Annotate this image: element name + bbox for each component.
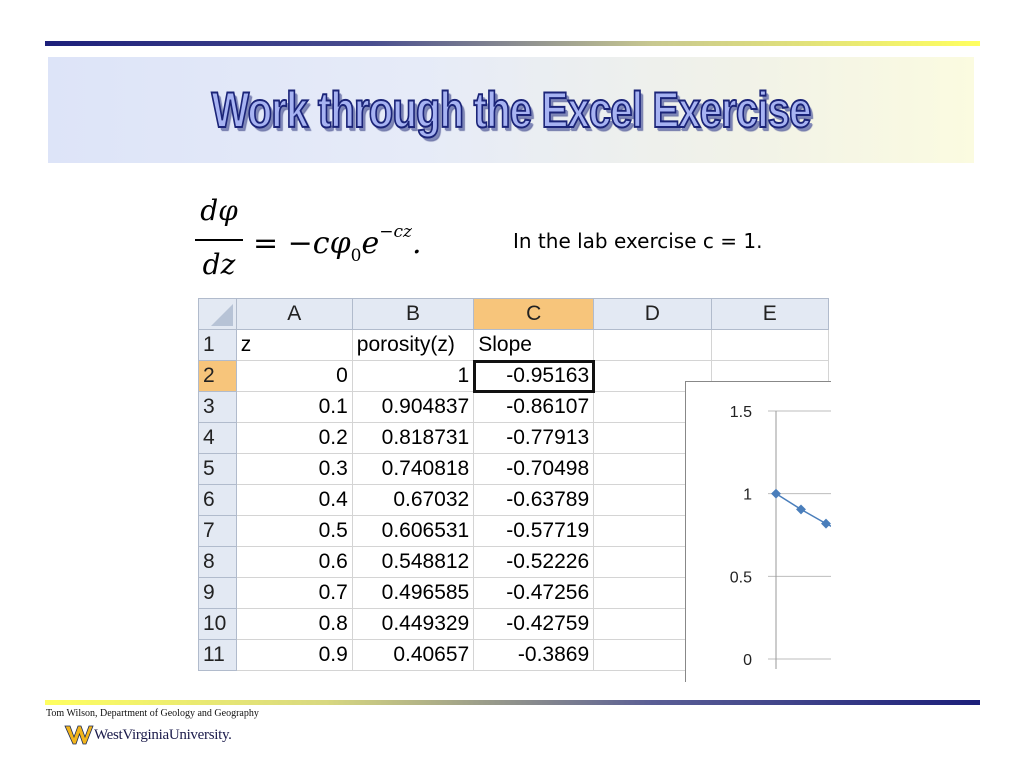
column-header-c[interactable]: C bbox=[474, 299, 594, 330]
chart-y-tick-label: 0 bbox=[743, 652, 752, 669]
row-header[interactable]: 10 bbox=[199, 609, 237, 640]
column-header-a[interactable]: A bbox=[236, 299, 352, 330]
footer-credit: Tom Wilson, Department of Geology and Geography bbox=[46, 708, 259, 719]
column-header-row bbox=[199, 299, 829, 330]
spreadsheet-row bbox=[199, 330, 829, 361]
cell[interactable] bbox=[711, 330, 828, 361]
cell[interactable]: 0.496585 bbox=[352, 578, 473, 609]
equation-rhs bbox=[253, 222, 422, 266]
column-header-e[interactable]: E bbox=[711, 299, 828, 330]
cell[interactable]: 0.5 bbox=[236, 516, 352, 547]
row-header[interactable]: 6 bbox=[199, 485, 237, 516]
row-header[interactable]: 3 bbox=[199, 392, 237, 423]
row-header[interactable]: 4 bbox=[199, 423, 237, 454]
row-header[interactable]: 1 bbox=[199, 330, 237, 361]
column-header-d[interactable]: D bbox=[594, 299, 711, 330]
cell[interactable]: 0 bbox=[236, 361, 352, 392]
chart-y-tick-label: 1 bbox=[743, 486, 752, 504]
cell[interactable]: -0.57719 bbox=[474, 516, 594, 547]
bottom-rule bbox=[45, 700, 980, 705]
cell[interactable]: 0.740818 bbox=[352, 454, 473, 485]
equation-rhs-base: e bbox=[361, 226, 380, 261]
row-header[interactable]: 7 bbox=[199, 516, 237, 547]
row-header[interactable]: 5 bbox=[199, 454, 237, 485]
cell[interactable]: -0.3869 bbox=[474, 640, 594, 671]
chart-data-point bbox=[771, 489, 781, 499]
equation-rhs-exponent: −cz bbox=[379, 222, 412, 242]
cell[interactable]: 1 bbox=[352, 361, 473, 392]
cell[interactable]: 0.2 bbox=[236, 423, 352, 454]
chart-y-tick-label: 1.5 bbox=[729, 404, 752, 421]
cell[interactable]: 0.449329 bbox=[352, 609, 473, 640]
cell[interactable]: -0.86107 bbox=[474, 392, 594, 423]
slide-title: Work through the Excel Exercise bbox=[211, 82, 811, 138]
equation-rhs-main: = −cφ bbox=[253, 226, 351, 261]
cell[interactable] bbox=[594, 330, 711, 361]
row-header[interactable]: 9 bbox=[199, 578, 237, 609]
equation-denominator: dz bbox=[202, 248, 236, 281]
cell[interactable]: 0.818731 bbox=[352, 423, 473, 454]
cell[interactable]: 0.904837 bbox=[352, 392, 473, 423]
cell[interactable]: -0.77913 bbox=[474, 423, 594, 454]
lab-note: In the lab exercise c = 1. bbox=[513, 229, 763, 253]
cell[interactable]: 0.3 bbox=[236, 454, 352, 485]
wvu-flying-wv-icon bbox=[64, 723, 94, 747]
row-header[interactable]: 8 bbox=[199, 547, 237, 578]
equation-numerator: dφ bbox=[200, 194, 238, 227]
row-header[interactable]: 11 bbox=[199, 640, 237, 671]
cell[interactable]: porosity(z) bbox=[352, 330, 473, 361]
cell[interactable]: 0.67032 bbox=[352, 485, 473, 516]
title-banner bbox=[48, 57, 974, 163]
cell[interactable]: 0.9 bbox=[236, 640, 352, 671]
chart-y-tick-label: 0.5 bbox=[729, 569, 752, 587]
cell[interactable]: -0.47256 bbox=[474, 578, 594, 609]
cell[interactable]: -0.63789 bbox=[474, 485, 594, 516]
active-cell[interactable]: -0.95163 bbox=[474, 361, 594, 392]
cell[interactable]: -0.52226 bbox=[474, 547, 594, 578]
chart-plot-area bbox=[686, 382, 831, 682]
cell[interactable]: -0.42759 bbox=[474, 609, 594, 640]
chart-data-point bbox=[796, 504, 806, 514]
cell[interactable]: 0.40657 bbox=[352, 640, 473, 671]
cell[interactable]: 0.1 bbox=[236, 392, 352, 423]
cell[interactable]: 0.6 bbox=[236, 547, 352, 578]
wvu-logo-text: WestVirginiaUniversity. bbox=[94, 727, 232, 743]
cell[interactable]: z bbox=[236, 330, 352, 361]
porosity-chart[interactable] bbox=[685, 381, 831, 682]
cell[interactable]: 0.606531 bbox=[352, 516, 473, 547]
top-rule bbox=[45, 41, 980, 46]
chart-data-point bbox=[821, 519, 831, 529]
cell[interactable]: 0.4 bbox=[236, 485, 352, 516]
cell[interactable]: Slope bbox=[474, 330, 594, 361]
equation-rhs-subscript: 0 bbox=[350, 246, 362, 266]
cell[interactable]: -0.70498 bbox=[474, 454, 594, 485]
column-header-b[interactable]: B bbox=[352, 299, 473, 330]
select-all-triangle-icon bbox=[211, 304, 233, 326]
row-header[interactable]: 2 bbox=[199, 361, 237, 392]
select-all-corner[interactable] bbox=[199, 299, 237, 330]
cell[interactable]: 0.8 bbox=[236, 609, 352, 640]
fraction-bar bbox=[195, 239, 243, 241]
wvu-logo bbox=[64, 723, 232, 751]
equation-rhs-end: . bbox=[411, 226, 422, 261]
cell[interactable]: 0.7 bbox=[236, 578, 352, 609]
cell[interactable]: 0.548812 bbox=[352, 547, 473, 578]
porosity-equation bbox=[193, 190, 453, 290]
